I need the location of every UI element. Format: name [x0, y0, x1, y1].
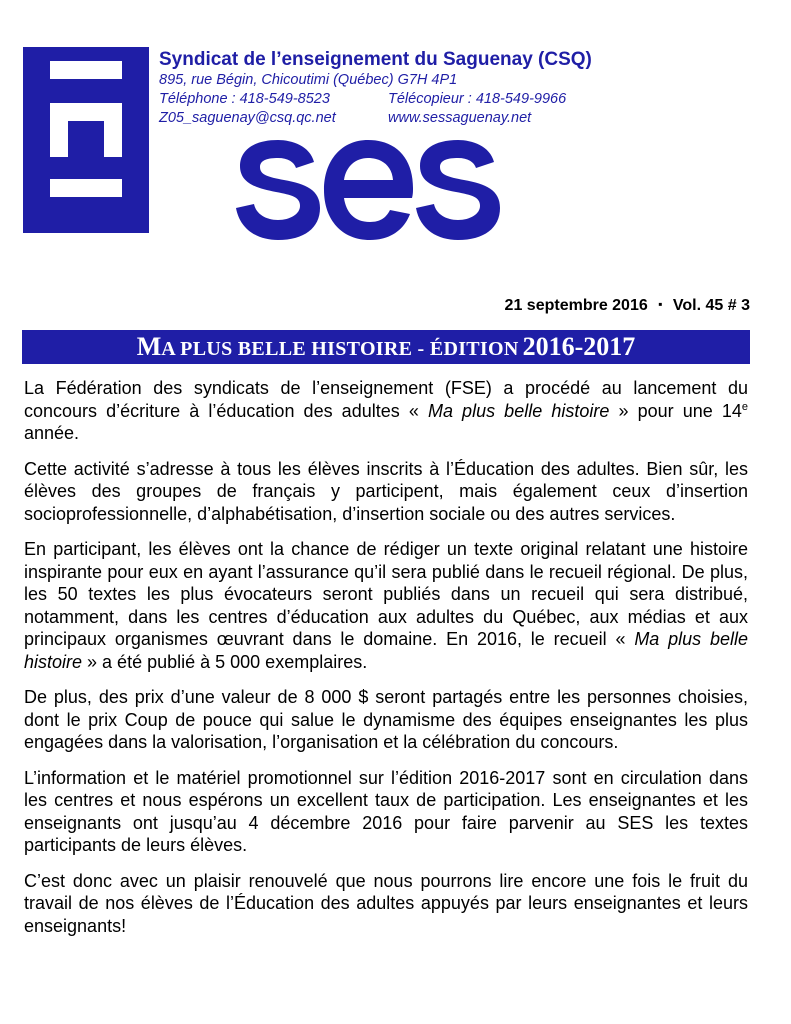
issue-separator: ▪ — [658, 297, 663, 311]
article-body — [24, 377, 748, 950]
p1-italic: Ma plus belle histoire — [427, 400, 610, 421]
p3-text: En participant, les élèves ont la chance de rédiger un texte original relatant une histoire inspirante pour eux en ayant l’assurance qu’il sera publié dans le recueil régional. De plus, les 50 textes les plus évocateurs seront publiés dans un recueil qui sera distribué, notamment, dans les centres d’éducation aux adultes du Québec, aux médias et aux principaux organismes œuvrant dans le domaine. En 2016, le recueil « — [24, 539, 748, 649]
ici-logo-graphic — [23, 47, 149, 233]
issue-line — [505, 297, 750, 315]
p1-text: La Fédération des syndicats de l’enseignement (FSE) a procédé au lancement du concours d’écriture à l’éducation des adultes « — [24, 378, 748, 421]
title-year: 2016-2017 — [522, 332, 636, 361]
paragraph-2: Cette activité s’adresse à tous les élèves inscrits à l’Éducation des adultes. Bien sûr, les élèves des groupes de français y participent, mais également ceux d’insertion socioprofessionnelle, d’alphabétisation, d’insertion sociale ou des autres services. — [24, 458, 748, 524]
title-initial: M — [136, 332, 162, 361]
paragraph-3 — [24, 538, 748, 673]
p3-italic: Ma plus belle histoire — [24, 629, 749, 672]
org-phone-fax-row — [159, 90, 592, 109]
issue-date: 21 septembre 2016 — [504, 297, 648, 314]
org-info — [159, 49, 592, 128]
org-email[interactable]: Z05_saguenay@csq.qc.net — [159, 110, 336, 126]
ses-logo-graphic — [236, 140, 500, 242]
p3-text-after: » a été publié à 5 000 exemplaires. — [82, 651, 368, 672]
org-address: 895, rue Bégin, Chicoutimi (Québec) G7H 4P1 — [159, 72, 458, 88]
p1-superscript: e — [741, 400, 748, 413]
ses-logo — [236, 140, 500, 247]
paragraph-5: L’information et le matériel promotionnel sur l’édition 2016-2017 sont en circulation dans les centres et nous espérons un excellent taux de participation. Les enseignantes et les enseignants ont jusqu’au 4 décembre 2016 pour faire parvenir au SES les textes participants de leurs élèves. — [24, 767, 748, 855]
org-website[interactable]: www.sessaguenay.net — [388, 110, 532, 126]
issue-volume: Vol. 45 # 3 — [672, 297, 750, 314]
org-fax: Télécopieur : 418-549-9966 — [388, 91, 567, 107]
org-contact-row — [159, 109, 592, 128]
title-small-caps: A PLUS BELLE HISTOIRE - ÉDITION — [161, 338, 519, 360]
paragraph-1 — [24, 377, 748, 445]
org-name: Syndicat de l’enseignement du Saguenay (CSQ) — [159, 49, 592, 70]
p1-text-end: année. — [24, 423, 80, 443]
article-title — [22, 330, 750, 364]
ici-logo — [23, 47, 149, 233]
paragraph-6: C’est donc avec un plaisir renouvelé que nous pourrons lire encore une fois le fruit du travail de nos élèves de l’Éducation des adultes appuyés par leurs enseignantes et leurs enseignants! — [24, 870, 748, 936]
p1-text-after: » pour une 14 — [609, 400, 742, 421]
org-phone: Téléphone : 418-549-8523 — [159, 91, 330, 107]
paragraph-4: De plus, des prix d’une valeur de 8 000 $ seront partagés entre les personnes choisies, dont le prix Coup de pouce qui salue le dynamisme des équipes enseignantes les plus engagées dans la valorisation, l’organisation et la célébration du concours. — [24, 687, 748, 752]
